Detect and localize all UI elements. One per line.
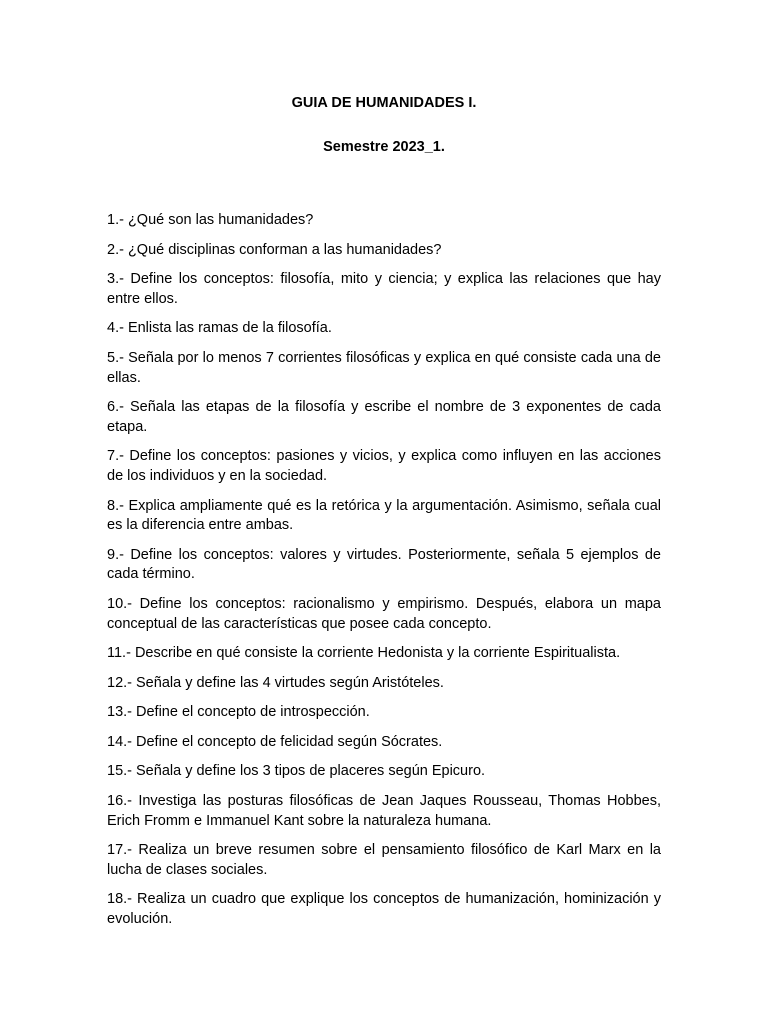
question-item: 11.- Describe en qué consiste la corriente Hedonista y la corriente Espiritualista. — [107, 645, 621, 662]
question-item: 8.- Explica ampliamente qué es la retórica y la argumentación. Asimismo, señala cual es la diferencia entre ambas. — [107, 497, 661, 534]
question-item: 5.- Señala por lo menos 7 corrientes filosóficas y explica en qué consiste cada una de ellas. — [107, 349, 661, 386]
question-item: 1.- ¿Qué son las humanidades? — [107, 212, 314, 228]
question-item: 10.- Define los conceptos: racionalismo y empirismo. Después, elabora un mapa conceptual de las características que posee cada concepto. — [107, 595, 661, 632]
question-item: 9.- Define los conceptos: valores y virtudes. Posteriormente, señala 5 ejemplos de cada término. — [107, 546, 661, 583]
question-list — [107, 211, 661, 940]
question-item: 14.- Define el concepto de felicidad según Sócrates. — [107, 733, 443, 750]
question-item: 7.- Define los conceptos: pasiones y vicios, y explica como influyen en las acciones de los individuos y en la sociedad. — [107, 448, 661, 484]
question-item: 2.- ¿Qué disciplinas conforman a las humanidades? — [107, 241, 442, 258]
document-subtitle: Semestre 2023_1. — [323, 139, 445, 155]
question-item: 4.- Enlista las ramas de la filosofía. — [107, 320, 332, 337]
question-item: 18.- Realiza un cuadro que explique los conceptos de humanización, hominización y evolución. — [107, 891, 661, 928]
question-item: 16.- Investiga las posturas filosóficas de Jean Jaques Rousseau, Thomas Hobbes, Erich Fromm e Immanuel Kant sobre la naturaleza humana. — [107, 793, 661, 829]
question-item: 17.- Realiza un breve resumen sobre el pensamiento filosófico de Karl Marx en la lucha de clases sociales. — [107, 842, 661, 878]
question-item: 3.- Define los conceptos: filosofía, mito y ciencia; y explica las relaciones que hay entre ellos. — [107, 271, 661, 307]
document-title: GUIA DE HUMANIDADES I. — [291, 95, 477, 111]
question-item: 12.- Señala y define las 4 virtudes según Aristóteles. — [107, 674, 444, 691]
question-item: 13.- Define el concepto de introspección. — [107, 704, 370, 721]
question-item: 15.- Señala y define los 3 tipos de placeres según Epicuro. — [107, 763, 486, 780]
question-item: 6.- Señala las etapas de la filosofía y escribe el nombre de 3 exponentes de cada etapa. — [107, 399, 661, 435]
